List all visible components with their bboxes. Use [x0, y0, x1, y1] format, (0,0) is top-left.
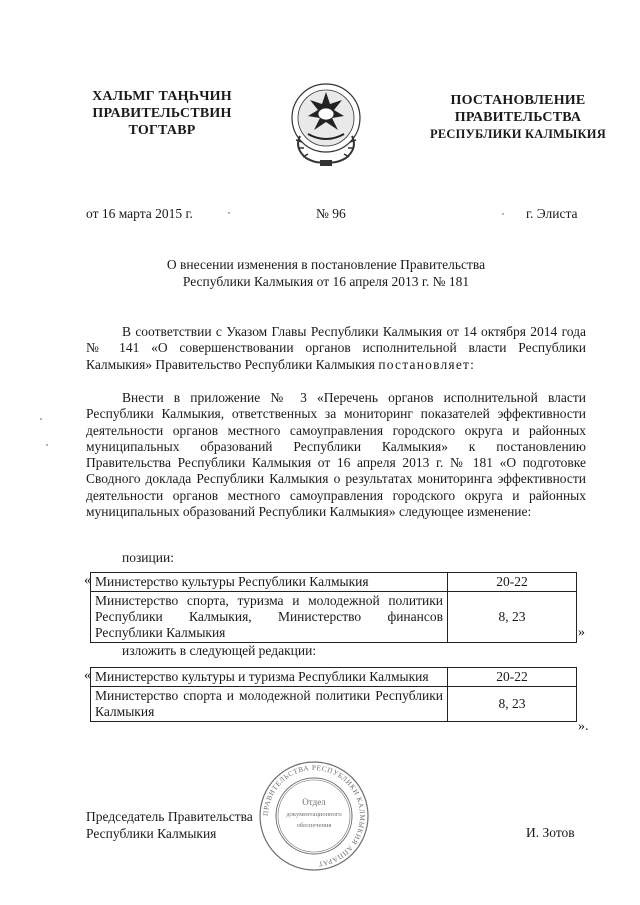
table-old-positions: [90, 572, 577, 643]
header-right-russian: [420, 92, 616, 143]
header-left-line-1: ХАЛЬМГ ТАҢҺЧИН: [92, 89, 232, 104]
stamp-outer-text: ПРАВИТЕЛЬСТВА РЕСПУБЛИКИ КАЛМЫКИЯ АППАРАТ: [261, 763, 367, 868]
amendment-paragraph: Внести в приложение № 3 «Перечень органов исполнительной власти Республики Калмыкия, ответственных за мониторинг показателей эффективности деятельности органов местного самоуправления городского округа и районных муниципальных образований Республики Калмыкия» к постановлению Правительства Республики Калмыкия от 16 апреля 2013 г. № 181 «О подготовке Сводного доклада Республики Калмыкия о результатах мониторинга эффективности деятельности органов местного самоуправления городского округа и районных муниципальных образований Республики Калмыкия» следующее изменение:: [86, 390, 586, 520]
table-cell-name: Министерство культуры и туризма Республики Калмыкия: [91, 668, 448, 687]
document-subject: [120, 256, 532, 290]
positions-label: позиции:: [122, 550, 174, 565]
document-city: г. Элиста: [526, 206, 578, 221]
document-number: № 96: [316, 206, 346, 221]
table-cell-name: Министерство спорта и молодежной политики Республики Калмыкия: [91, 687, 448, 722]
scan-speck: [502, 213, 504, 215]
scan-speck: [40, 418, 42, 420]
signature-position-line-1: Председатель Правительства: [86, 809, 253, 824]
replace-label: изложить в следующей редакции:: [122, 643, 317, 658]
header-left-line-3: ТОГТАВР: [128, 123, 196, 138]
table-row: [91, 687, 577, 722]
official-seal-stamp: [258, 760, 370, 872]
header-left-line-2: ПРАВИТЕЛЬСТВИН: [92, 106, 232, 121]
stamp-inner-line: документационного: [286, 811, 342, 818]
scan-speck: [228, 212, 230, 214]
table-row: [91, 668, 577, 687]
stamp-inner-line: Отдел: [302, 797, 326, 807]
stamp-inner-line: обеспечения: [296, 822, 332, 829]
table-new-open-quote: «: [84, 668, 91, 683]
preamble-paragraph: [86, 324, 586, 373]
signature-position-line-2: Республики Калмыкия: [86, 826, 217, 841]
table-new-close-quote: ».: [578, 719, 589, 734]
table-cell-name: Министерство культуры Республики Калмыкия: [91, 573, 448, 592]
header-left-kalmyk: [72, 88, 252, 139]
signature-position: [86, 808, 253, 842]
header-right-line-2: ПРАВИТЕЛЬСТВА: [454, 110, 582, 125]
subject-line-2: Республики Калмыкия от 16 апреля 2013 г. № 181: [182, 274, 470, 289]
table-old-open-quote: «: [84, 573, 91, 588]
table-new-positions: [90, 667, 577, 722]
table-row: [91, 592, 577, 643]
subject-line-1: О внесении изменения в постановление Правительства: [166, 257, 486, 272]
table-cell-value: 8, 23: [448, 687, 577, 722]
stamp-inner-text: [286, 797, 341, 829]
header-right-line-3: РЕСПУБЛИКИ КАЛМЫКИЯ: [430, 127, 606, 141]
kalmykia-coat-of-arms-icon: [286, 78, 366, 170]
table-cell-value: 20-22: [448, 573, 577, 592]
resolve-word: постановляет:: [378, 356, 476, 372]
table-cell-name: Министерство спорта, туризма и молодежной политики Республики Калмыкия, Министерство финансов Республики Калмыкия: [91, 592, 448, 643]
table-cell-value: 20-22: [448, 668, 577, 687]
table-row: [91, 573, 577, 592]
preamble-text: В соответствии с Указом Главы Республики Калмыкия от 14 октября 2014 года № 141 «О совершенствовании органов исполнительной власти Республики Калмыкия» Правительство Республики Калмыкия: [86, 324, 586, 372]
table-old-close-quote: »: [578, 625, 585, 640]
header-right-line-1: ПОСТАНОВЛЕНИЕ: [450, 93, 586, 108]
document-date: от 16 марта 2015 г.: [86, 206, 193, 221]
signer-name: И. Зотов: [526, 825, 575, 840]
table-cell-value: 8, 23: [448, 592, 577, 643]
scan-speck: [46, 444, 48, 446]
